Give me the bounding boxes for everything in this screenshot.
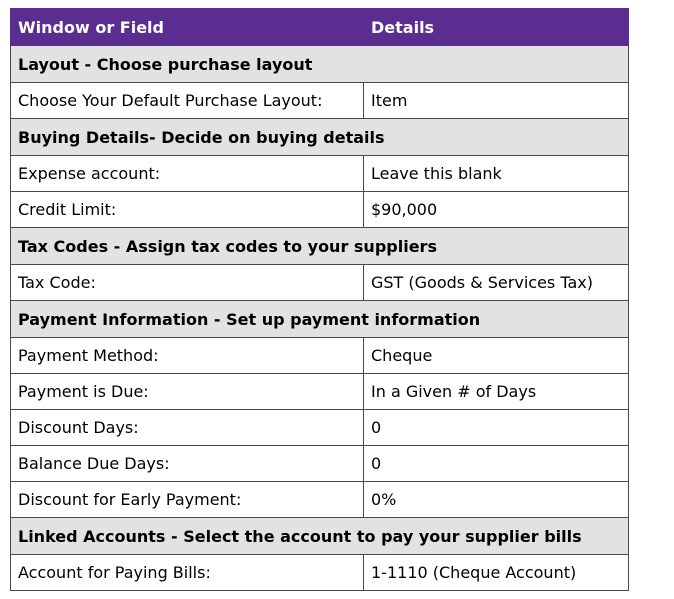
field-detail: $90,000 [364,192,629,228]
field-label: Discount for Early Payment: [11,482,364,518]
field-label: Expense account: [11,156,364,192]
field-label: Account for Paying Bills: [11,555,364,591]
table-row [11,374,629,410]
table-row [11,192,629,228]
table-row [11,446,629,482]
section-title: Tax Codes - Assign tax codes to your suppliers [11,228,629,265]
table-row [11,83,629,119]
section-title: Layout - Choose purchase layout [11,46,629,83]
section-title: Payment Information - Set up payment information [11,301,629,338]
field-label: Balance Due Days: [11,446,364,482]
field-label: Discount Days: [11,410,364,446]
field-detail: Leave this blank [364,156,629,192]
field-detail: 0 [364,410,629,446]
field-detail: 0 [364,446,629,482]
table-row [11,265,629,301]
table-row [11,410,629,446]
field-detail: In a Given # of Days [364,374,629,410]
table-row [11,482,629,518]
field-detail: Cheque [364,338,629,374]
section-title: Buying Details- Decide on buying details [11,119,629,156]
field-detail: 1-1110 (Cheque Account) [364,555,629,591]
header-window-or-field: Window or Field [11,9,364,46]
section-row-layout [11,46,629,83]
section-row-buying-details [11,119,629,156]
supplier-setup-table [10,8,629,591]
field-detail: Item [364,83,629,119]
table-header-row [11,9,629,46]
field-label: Payment is Due: [11,374,364,410]
section-row-payment-information [11,301,629,338]
table-row [11,338,629,374]
table-row [11,156,629,192]
field-label: Choose Your Default Purchase Layout: [11,83,364,119]
table-row [11,555,629,591]
field-detail: 0% [364,482,629,518]
section-row-linked-accounts [11,518,629,555]
field-detail: GST (Goods & Services Tax) [364,265,629,301]
section-row-tax-codes [11,228,629,265]
field-label: Tax Code: [11,265,364,301]
section-title: Linked Accounts - Select the account to pay your supplier bills [11,518,629,555]
field-label: Payment Method: [11,338,364,374]
header-details: Details [364,9,629,46]
field-label: Credit Limit: [11,192,364,228]
